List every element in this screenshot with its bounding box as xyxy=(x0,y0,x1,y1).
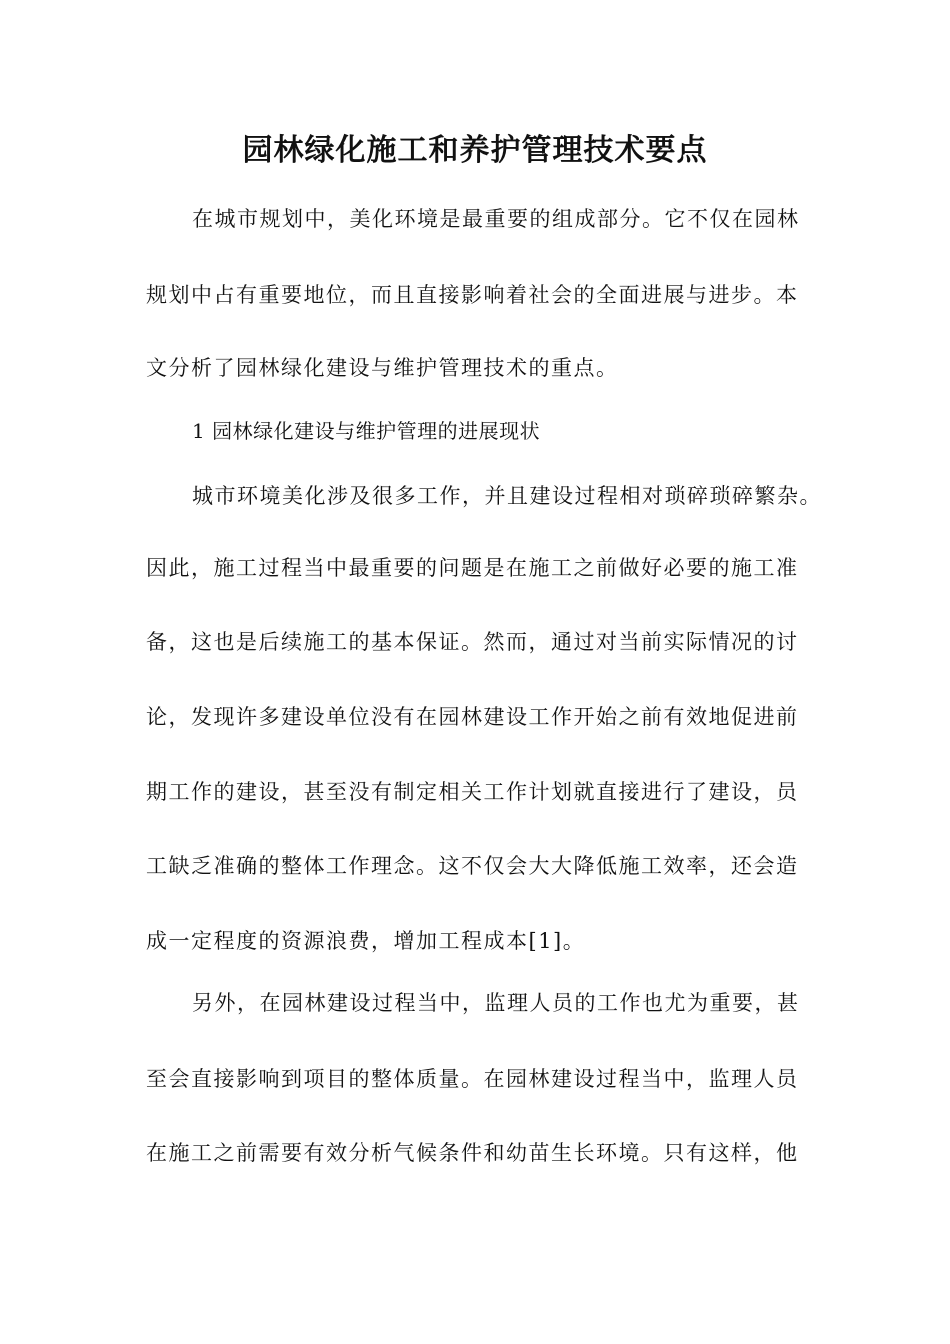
paragraph-line: 在施工之前需要有效分析气候条件和幼苗生长环境。只有这样，他 xyxy=(146,1141,799,1165)
document-title: 园林绿化施工和养护管理技术要点 xyxy=(242,133,708,168)
paragraph-line: 至会直接影响到项目的整体质量。在园林建设过程当中，监理人员 xyxy=(146,1067,799,1091)
paragraph-line: 在城市规划中，美化环境是最重要的组成部分。它不仅在园林 xyxy=(192,207,800,231)
paragraph-line: 因此，施工过程当中最重要的问题是在施工之前做好必要的施工准 xyxy=(146,556,799,580)
paragraph-line: 规划中占有重要地位，而且直接影响着社会的全面进展与进步。本 xyxy=(146,283,799,307)
paragraph-line: 工缺乏准确的整体工作理念。这不仅会大大降低施工效率，还会造 xyxy=(146,854,799,878)
paragraph-line: 论，发现许多建设单位没有在园林建设工作开始之前有效地促进前 xyxy=(146,705,799,729)
paragraph-line: 城市环境美化涉及很多工作，并且建设过程相对琐碎琐碎繁杂。 xyxy=(192,484,822,508)
section-heading: 1 园林绿化建设与维护管理的进展现状 xyxy=(192,419,541,443)
paragraph-line: 另外，在园林建设过程当中，监理人员的工作也尤为重要，甚 xyxy=(192,991,800,1015)
paragraph-line: 文分析了园林绿化建设与维护管理技术的重点。 xyxy=(146,356,619,380)
paragraph-line: 成一定程度的资源浪费，增加工程成本[1]。 xyxy=(146,929,586,953)
paragraph-line: 备，这也是后续施工的基本保证。然而，通过对当前实际情况的讨 xyxy=(146,630,799,654)
paragraph-line: 期工作的建设，甚至没有制定相关工作计划就直接进行了建设，员 xyxy=(146,780,799,804)
